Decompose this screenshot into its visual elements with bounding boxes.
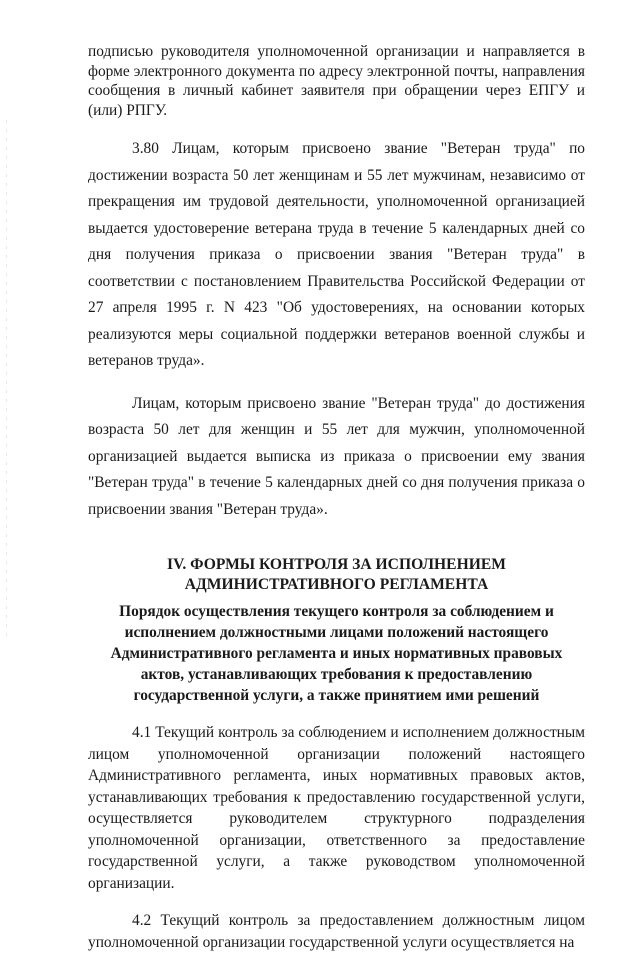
scan-edge-artifact bbox=[6, 120, 7, 640]
document-body bbox=[88, 42, 585, 953]
section-heading: IV. ФОРМЫ КОНТРОЛЯ ЗА ИСПОЛНЕНИЕМ АДМИНИСТРАТИВНОГО РЕГЛАМЕНТА bbox=[167, 556, 506, 594]
paragraph-veteran-extract: Лицам, которым присвоено звание "Ветеран труда" до достижения возраста 50 лет для женщин и 55 лет для мужчин, уполномоченной организацией выдается выписка из приказа о присвоении ему звания "Ветеран труда" в течение 5 календарных дней со дня получения приказа о присвоении звания "Ветеран труда». bbox=[88, 394, 585, 518]
paragraph-3-80: 3.80 Лицам, которым присвоено звание "Ветеран труда" по достижении возраста 50 лет женщинам и 55 лет мужчинам, независимо от прекращения им трудовой деятельности, уполномоченной организацией выдается удостоверение ветерана труда в течение 5 календарных дней со дня получения приказа о присвоении звания "Ветеран труда" в соответствии с постановлением Правительства Российской Федерации от 27 апреля 1995 г. N 423 "Об удостоверениях, на основании которых реализуются меры социальной поддержки ветеранов военной службы и ветеранов труда». bbox=[88, 140, 585, 370]
paragraph-4-1: 4.1 Текущий контроль за соблюдением и исполнением должностным лицом уполномоченной организации положений настоящего Административного регламента, иных нормативных правовых актов, устанавливающих требования к предоставлению государственной услуги, осуществляется руководителем структурного подразделения уполномоченной организации, ответственного за предоставление государственной услуги, а также руководством уполномоченной организации. bbox=[88, 724, 585, 892]
section-iv-header bbox=[88, 555, 585, 706]
section-subheading: Порядок осуществления текущего контроля за соблюдением и исполнением должностными лицами положений настоящего Административного регламента и иных нормативных правовых актов, устанавливающих требования к предоставлению государственной услуги, а также принятием ими решений bbox=[110, 603, 563, 705]
paragraph-4-2: 4.2 Текущий контроль за предоставлением должностным лицом уполномоченной организации государственной услуги осуществляется на bbox=[88, 912, 585, 951]
paragraph-continuation: подписью руководителя уполномоченной организации и направляется в форме электронного документа по адресу электронной почты, направления сообщения в личный кабинет заявителя при обращении через ЕПГУ и (или) РПГУ. bbox=[88, 43, 585, 119]
